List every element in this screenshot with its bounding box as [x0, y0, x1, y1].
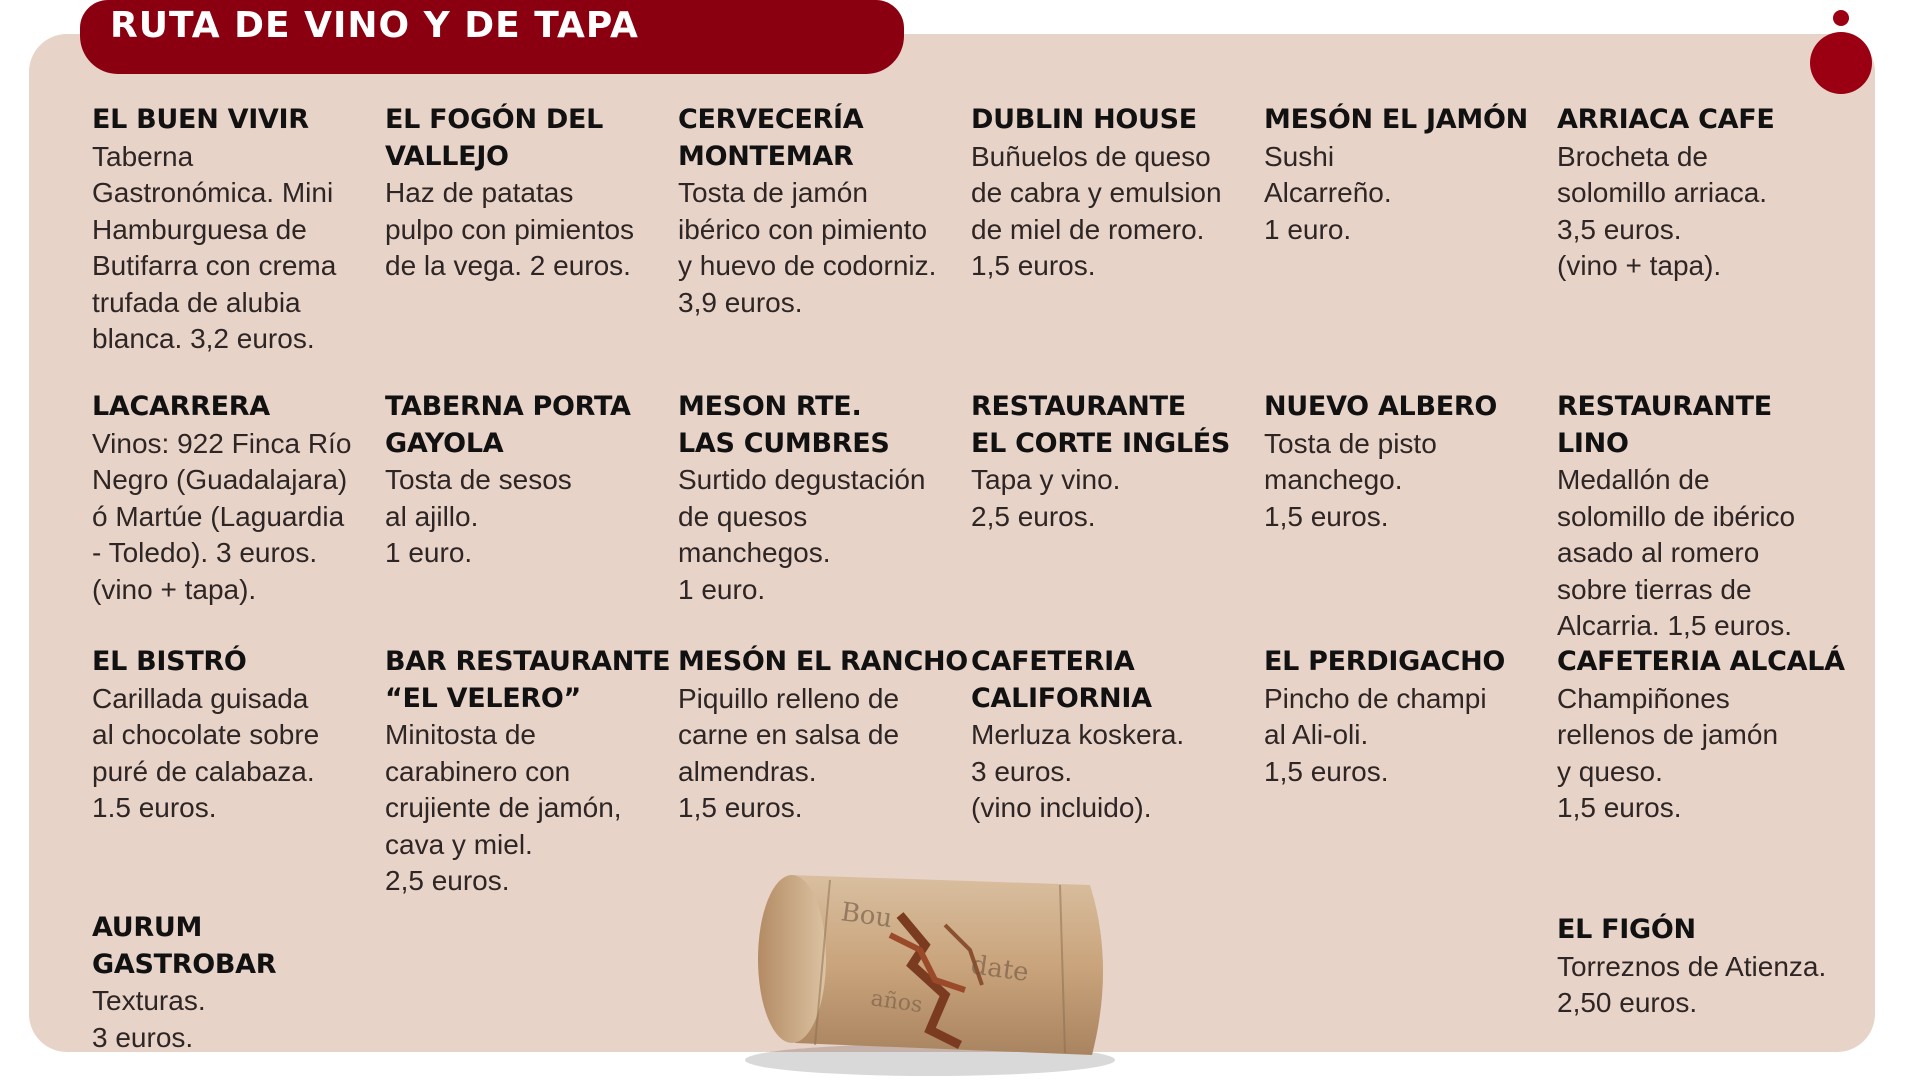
venue-entry [1557, 389, 1847, 645]
venue-name: CAFETERIA ALCALÁ [1557, 646, 1845, 677]
venue-entry [1557, 102, 1847, 285]
venue-description: Medallón de solomillo de ibérico asado al romero sobre tierras de Alcarria. 1,5 euros. [1557, 464, 1796, 641]
venue-entry [971, 389, 1261, 535]
venue-entry [385, 389, 675, 572]
venue-entry [678, 102, 968, 321]
venue-name: ARRIACA CAFE [1557, 104, 1775, 135]
venue-description: Minitosta de carabinero con crujiente de jamón, cava y miel. 2,5 euros. [385, 719, 622, 896]
venue-description: Sushi Alcarreño. 1 euro. [1264, 140, 1392, 245]
venue-name: MESÓN EL RANCHO [678, 646, 968, 677]
venue-name: RESTAURANTE EL CORTE INGLÉS [971, 391, 1231, 459]
venue-entry [92, 910, 382, 1056]
venue-description: Torreznos de Atienza. 2,50 euros. [1557, 950, 1827, 1018]
venue-name: EL FOGÓN DEL VALLEJO [385, 104, 604, 172]
page-title: RUTA DE VINO Y DE TAPA [110, 5, 639, 46]
venue-name: EL PERDIGACHO [1264, 646, 1506, 677]
venue-name: EL BISTRÓ [92, 646, 247, 677]
venue-name: RESTAURANTE LINO [1557, 391, 1772, 459]
venue-entry [678, 644, 968, 827]
venue-name: NUEVO ALBERO [1264, 391, 1498, 422]
venue-description: Tapa y vino. 2,5 euros. [971, 464, 1121, 532]
venue-description: Pincho de champi al Ali-oli. 1,5 euros. [1264, 682, 1487, 787]
venue-name: EL FIGÓN [1557, 914, 1696, 945]
svg-text:date: date [969, 950, 1031, 989]
venue-name: MESON RTE. LAS CUMBRES [678, 391, 890, 459]
venue-description: Vinos: 922 Finca Río Negro (Guadalajara) ó Martúe (Laguardia - Toledo). 3 euros. (vino + tapa). [92, 427, 352, 605]
venue-entry [1557, 644, 1847, 827]
svg-text:años: años [869, 986, 924, 1019]
venue-description: Piquillo relleno de carne en salsa de almendras. 1,5 euros. [678, 682, 900, 823]
venue-name: AURUM GASTROBAR [92, 912, 277, 980]
venue-name: CAFETERIA CALIFORNIA [971, 646, 1152, 714]
wine-cork-image [720, 855, 1140, 1080]
venue-name: LACARRERA [92, 391, 270, 422]
title-banner [80, 0, 904, 74]
venue-name: TABERNA PORTA GAYOLA [385, 391, 631, 459]
venue-name: CERVECERÍA MONTEMAR [678, 104, 864, 172]
venue-entry [1264, 389, 1554, 535]
venue-description: Merluza koskera. 3 euros. (vino incluido). [971, 719, 1185, 823]
venue-description: Tosta de sesos al ajillo. 1 euro. [385, 464, 572, 568]
venue-entry [1264, 644, 1554, 790]
venue-name: DUBLIN HOUSE [971, 104, 1197, 135]
venue-entry [1264, 102, 1554, 248]
venue-description: Taberna Gastronómica. Mini Hamburguesa de Butifarra con crema trufada de alubia blanca. 3,2 euros. [92, 140, 337, 354]
venue-description: Carillada guisada al chocolate sobre puré de calabaza. 1.5 euros. [92, 682, 320, 823]
venue-entry [385, 644, 675, 900]
venue-name: EL BUEN VIVIR [92, 104, 309, 135]
venue-entry [971, 644, 1261, 827]
venue-description: Buñuelos de queso de cabra y emulsion de miel de romero. 1,5 euros. [971, 140, 1222, 281]
venue-name: MESÓN EL JAMÓN [1264, 104, 1528, 135]
venue-description: Champiñones rellenos de jamón y queso. 1,5 euros. [1557, 682, 1779, 823]
venue-entry [1557, 912, 1847, 1022]
decorative-dot-large [1810, 32, 1872, 94]
svg-text:Bou: Bou [839, 897, 895, 935]
venue-entry [92, 389, 382, 608]
venue-description: Tosta de pisto manchego. 1,5 euros. [1264, 427, 1437, 532]
venue-description: Texturas. 3 euros. [92, 985, 206, 1053]
venue-description: Surtido degustación de quesos manchegos. 1 euro. [678, 464, 926, 605]
venue-name: BAR RESTAURANTE “EL VELERO” [385, 646, 671, 714]
venue-entry [92, 644, 382, 827]
venue-description: Haz de patatas pulpo con pimientos de la vega. 2 euros. [385, 177, 635, 281]
venue-description: Tosta de jamón ibérico con pimiento y huevo de codorniz. 3,9 euros. [678, 177, 937, 318]
venue-entry [971, 102, 1261, 285]
venue-entry [92, 102, 382, 358]
venue-entry [678, 389, 968, 608]
venue-entry [385, 102, 675, 285]
decorative-dot-small [1833, 10, 1849, 26]
venue-description: Brocheta de solomillo arriaca. 3,5 euros. (vino + tapa). [1557, 140, 1768, 281]
